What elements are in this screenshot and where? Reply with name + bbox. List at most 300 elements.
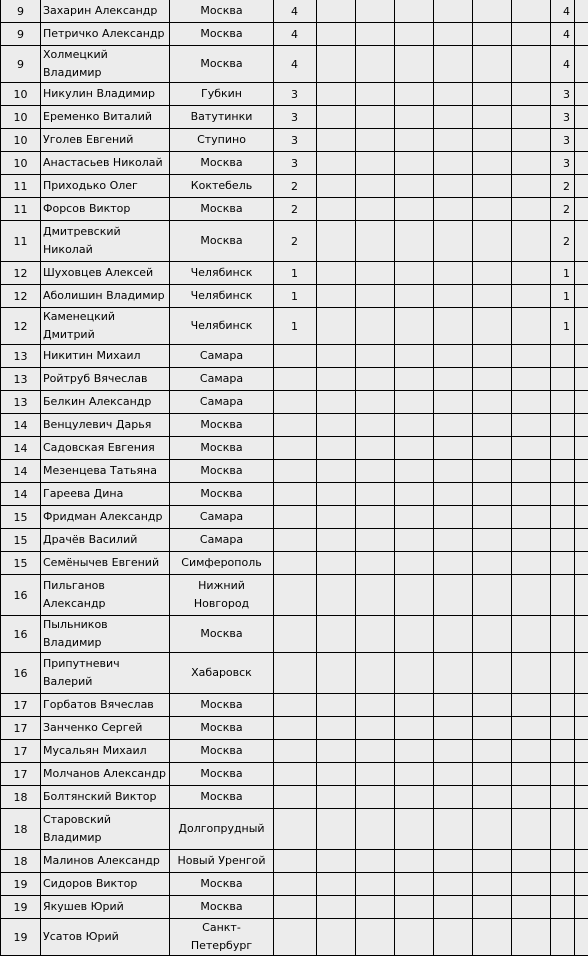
empty-cell bbox=[434, 763, 473, 786]
empty-cell bbox=[317, 368, 356, 391]
empty-cell bbox=[395, 653, 434, 694]
empty-cell bbox=[356, 129, 395, 152]
empty-cell bbox=[473, 175, 512, 198]
empty-cell bbox=[512, 83, 551, 106]
empty-cell bbox=[395, 740, 434, 763]
empty-cell bbox=[317, 23, 356, 46]
total-cell bbox=[551, 850, 575, 873]
participant-name-cell: Усатов Юрий bbox=[41, 919, 170, 956]
empty-cell bbox=[356, 763, 395, 786]
empty-cell bbox=[317, 529, 356, 552]
city-cell: Долгопрудный bbox=[170, 809, 274, 850]
empty-cell bbox=[356, 308, 395, 345]
empty-cell bbox=[395, 850, 434, 873]
score-cell bbox=[274, 653, 317, 694]
empty-cell bbox=[395, 175, 434, 198]
total-cell: 2 bbox=[551, 221, 575, 262]
empty-cell bbox=[317, 46, 356, 83]
city-cell: Хабаровск bbox=[170, 653, 274, 694]
empty-cell bbox=[434, 221, 473, 262]
place-cell: 11 bbox=[1, 221, 41, 262]
empty-cell bbox=[575, 483, 588, 506]
total-cell: 4 bbox=[551, 0, 575, 23]
score-cell: 2 bbox=[274, 175, 317, 198]
empty-cell bbox=[317, 809, 356, 850]
empty-cell bbox=[317, 152, 356, 175]
participant-name-cell: Белкин Александр bbox=[41, 391, 170, 414]
empty-cell bbox=[317, 221, 356, 262]
table-row bbox=[1, 221, 588, 262]
empty-cell bbox=[473, 285, 512, 308]
empty-cell bbox=[317, 653, 356, 694]
empty-cell bbox=[395, 152, 434, 175]
empty-cell bbox=[434, 23, 473, 46]
table-row bbox=[1, 763, 588, 786]
city-cell: Москва bbox=[170, 896, 274, 919]
participant-name-cell: Петричко Александр bbox=[41, 23, 170, 46]
empty-cell bbox=[575, 437, 588, 460]
score-cell: 4 bbox=[274, 46, 317, 83]
city-cell: Москва bbox=[170, 437, 274, 460]
empty-cell bbox=[317, 763, 356, 786]
score-cell bbox=[274, 437, 317, 460]
empty-cell bbox=[434, 506, 473, 529]
total-cell bbox=[551, 694, 575, 717]
empty-cell bbox=[473, 221, 512, 262]
empty-cell bbox=[434, 285, 473, 308]
total-cell bbox=[551, 529, 575, 552]
empty-cell bbox=[473, 437, 512, 460]
total-cell bbox=[551, 575, 575, 616]
table-row bbox=[1, 575, 588, 616]
participant-name-cell: Малинов Александр bbox=[41, 850, 170, 873]
empty-cell bbox=[512, 552, 551, 575]
table-row bbox=[1, 0, 588, 23]
empty-cell bbox=[356, 221, 395, 262]
empty-cell bbox=[395, 391, 434, 414]
place-cell: 17 bbox=[1, 717, 41, 740]
empty-cell bbox=[434, 717, 473, 740]
total-cell: 3 bbox=[551, 106, 575, 129]
empty-cell bbox=[434, 46, 473, 83]
empty-cell bbox=[317, 83, 356, 106]
empty-cell bbox=[512, 368, 551, 391]
empty-cell bbox=[356, 368, 395, 391]
place-cell: 15 bbox=[1, 506, 41, 529]
city-cell: Москва bbox=[170, 46, 274, 83]
place-cell: 17 bbox=[1, 763, 41, 786]
empty-cell bbox=[395, 575, 434, 616]
score-cell bbox=[274, 483, 317, 506]
empty-cell bbox=[575, 414, 588, 437]
participant-name-cell: Старовский Владимир bbox=[41, 809, 170, 850]
table-row bbox=[1, 694, 588, 717]
empty-cell bbox=[356, 106, 395, 129]
table-row bbox=[1, 740, 588, 763]
empty-cell bbox=[317, 460, 356, 483]
participant-name-cell: Гареева Дина bbox=[41, 483, 170, 506]
total-cell bbox=[551, 763, 575, 786]
participant-name-cell: Холмецкий Владимир bbox=[41, 46, 170, 83]
score-cell bbox=[274, 368, 317, 391]
empty-cell bbox=[317, 896, 356, 919]
empty-cell bbox=[317, 437, 356, 460]
table-row bbox=[1, 552, 588, 575]
city-cell: Самара bbox=[170, 345, 274, 368]
total-cell bbox=[551, 345, 575, 368]
score-cell: 3 bbox=[274, 152, 317, 175]
total-cell bbox=[551, 809, 575, 850]
score-cell: 2 bbox=[274, 198, 317, 221]
place-cell: 13 bbox=[1, 345, 41, 368]
place-cell: 16 bbox=[1, 616, 41, 653]
city-cell: Москва bbox=[170, 23, 274, 46]
place-cell: 14 bbox=[1, 460, 41, 483]
empty-cell bbox=[575, 529, 588, 552]
empty-cell bbox=[512, 529, 551, 552]
table-row bbox=[1, 529, 588, 552]
participant-name-cell: Никитин Михаил bbox=[41, 345, 170, 368]
empty-cell bbox=[356, 575, 395, 616]
empty-cell bbox=[473, 506, 512, 529]
participant-name-cell: Пильганов Александр bbox=[41, 575, 170, 616]
empty-cell bbox=[395, 23, 434, 46]
empty-cell bbox=[473, 763, 512, 786]
empty-cell bbox=[473, 460, 512, 483]
empty-cell bbox=[356, 786, 395, 809]
empty-cell bbox=[317, 786, 356, 809]
city-cell: Москва bbox=[170, 763, 274, 786]
empty-cell bbox=[512, 308, 551, 345]
empty-cell bbox=[575, 809, 588, 850]
city-cell: Санкт-Петербург bbox=[170, 919, 274, 956]
empty-cell bbox=[473, 873, 512, 896]
score-cell bbox=[274, 873, 317, 896]
empty-cell bbox=[512, 809, 551, 850]
empty-cell bbox=[395, 0, 434, 23]
empty-cell bbox=[575, 83, 588, 106]
empty-cell bbox=[395, 506, 434, 529]
empty-cell bbox=[356, 740, 395, 763]
participant-name-cell: Ройтруб Вячеслав bbox=[41, 368, 170, 391]
empty-cell bbox=[473, 850, 512, 873]
empty-cell bbox=[575, 23, 588, 46]
empty-cell bbox=[356, 23, 395, 46]
total-cell: 1 bbox=[551, 285, 575, 308]
place-cell: 19 bbox=[1, 873, 41, 896]
empty-cell bbox=[473, 717, 512, 740]
empty-cell bbox=[395, 198, 434, 221]
empty-cell bbox=[575, 552, 588, 575]
empty-cell bbox=[473, 786, 512, 809]
city-cell: Москва bbox=[170, 740, 274, 763]
score-cell bbox=[274, 345, 317, 368]
score-cell bbox=[274, 529, 317, 552]
score-cell bbox=[274, 896, 317, 919]
participant-name-cell: Болтянский Виктор bbox=[41, 786, 170, 809]
empty-cell bbox=[356, 198, 395, 221]
empty-cell bbox=[434, 786, 473, 809]
city-cell: Челябинск bbox=[170, 262, 274, 285]
participant-name-cell: Венцулевич Дарья bbox=[41, 414, 170, 437]
city-cell: Симферополь bbox=[170, 552, 274, 575]
empty-cell bbox=[395, 763, 434, 786]
city-cell: Москва bbox=[170, 483, 274, 506]
participant-name-cell: Шуховцев Алексей bbox=[41, 262, 170, 285]
empty-cell bbox=[317, 308, 356, 345]
empty-cell bbox=[512, 198, 551, 221]
empty-cell bbox=[512, 414, 551, 437]
table-row bbox=[1, 308, 588, 345]
city-cell: Москва bbox=[170, 717, 274, 740]
empty-cell bbox=[434, 616, 473, 653]
empty-cell bbox=[356, 616, 395, 653]
empty-cell bbox=[356, 896, 395, 919]
participant-name-cell: Мезенцева Татьяна bbox=[41, 460, 170, 483]
empty-cell bbox=[575, 221, 588, 262]
empty-cell bbox=[434, 345, 473, 368]
city-cell: Москва bbox=[170, 198, 274, 221]
city-cell: Москва bbox=[170, 152, 274, 175]
empty-cell bbox=[317, 616, 356, 653]
empty-cell bbox=[434, 414, 473, 437]
city-cell: Москва bbox=[170, 0, 274, 23]
empty-cell bbox=[434, 460, 473, 483]
participant-name-cell: Уголев Евгений bbox=[41, 129, 170, 152]
empty-cell bbox=[575, 506, 588, 529]
empty-cell bbox=[395, 809, 434, 850]
place-cell: 10 bbox=[1, 152, 41, 175]
empty-cell bbox=[434, 391, 473, 414]
empty-cell bbox=[356, 345, 395, 368]
participant-name-cell: Молчанов Александр bbox=[41, 763, 170, 786]
empty-cell bbox=[512, 0, 551, 23]
empty-cell bbox=[356, 460, 395, 483]
participant-name-cell: Садовская Евгения bbox=[41, 437, 170, 460]
table-row bbox=[1, 83, 588, 106]
table-row bbox=[1, 106, 588, 129]
score-cell: 4 bbox=[274, 0, 317, 23]
score-cell: 1 bbox=[274, 285, 317, 308]
place-cell: 9 bbox=[1, 46, 41, 83]
empty-cell bbox=[575, 175, 588, 198]
empty-cell bbox=[356, 850, 395, 873]
place-cell: 10 bbox=[1, 83, 41, 106]
empty-cell bbox=[395, 83, 434, 106]
table-row bbox=[1, 414, 588, 437]
place-cell: 14 bbox=[1, 414, 41, 437]
empty-cell bbox=[317, 198, 356, 221]
empty-cell bbox=[512, 740, 551, 763]
empty-cell bbox=[575, 919, 588, 956]
empty-cell bbox=[434, 175, 473, 198]
empty-cell bbox=[575, 717, 588, 740]
empty-cell bbox=[434, 552, 473, 575]
empty-cell bbox=[575, 345, 588, 368]
score-cell bbox=[274, 506, 317, 529]
empty-cell bbox=[434, 198, 473, 221]
empty-cell bbox=[395, 285, 434, 308]
empty-cell bbox=[473, 129, 512, 152]
score-cell bbox=[274, 694, 317, 717]
empty-cell bbox=[575, 616, 588, 653]
place-cell: 15 bbox=[1, 552, 41, 575]
participant-name-cell: Захарин Александр bbox=[41, 0, 170, 23]
participant-name-cell: Приходько Олег bbox=[41, 175, 170, 198]
empty-cell bbox=[512, 896, 551, 919]
empty-cell bbox=[395, 873, 434, 896]
empty-cell bbox=[356, 717, 395, 740]
participant-name-cell: Семёнычев Евгений bbox=[41, 552, 170, 575]
empty-cell bbox=[317, 919, 356, 956]
participant-name-cell: Форсов Виктор bbox=[41, 198, 170, 221]
empty-cell bbox=[575, 653, 588, 694]
table-row bbox=[1, 896, 588, 919]
city-cell: Москва bbox=[170, 414, 274, 437]
empty-cell bbox=[512, 262, 551, 285]
participant-name-cell: Якушев Юрий bbox=[41, 896, 170, 919]
score-cell bbox=[274, 575, 317, 616]
city-cell: Москва bbox=[170, 221, 274, 262]
empty-cell bbox=[434, 308, 473, 345]
total-cell: 2 bbox=[551, 175, 575, 198]
empty-cell bbox=[512, 345, 551, 368]
place-cell: 18 bbox=[1, 850, 41, 873]
total-cell: 3 bbox=[551, 129, 575, 152]
score-cell: 3 bbox=[274, 129, 317, 152]
score-cell bbox=[274, 763, 317, 786]
empty-cell bbox=[356, 152, 395, 175]
empty-cell bbox=[317, 506, 356, 529]
empty-cell bbox=[434, 152, 473, 175]
empty-cell bbox=[512, 437, 551, 460]
score-cell bbox=[274, 786, 317, 809]
empty-cell bbox=[434, 437, 473, 460]
place-cell: 11 bbox=[1, 175, 41, 198]
empty-cell bbox=[434, 694, 473, 717]
empty-cell bbox=[473, 345, 512, 368]
empty-cell bbox=[356, 262, 395, 285]
empty-cell bbox=[395, 717, 434, 740]
place-cell: 19 bbox=[1, 919, 41, 956]
empty-cell bbox=[512, 575, 551, 616]
total-cell: 1 bbox=[551, 308, 575, 345]
empty-cell bbox=[395, 221, 434, 262]
empty-cell bbox=[473, 919, 512, 956]
score-cell bbox=[274, 616, 317, 653]
total-cell: 3 bbox=[551, 83, 575, 106]
participant-name-cell: Каменецкий Дмитрий bbox=[41, 308, 170, 345]
empty-cell bbox=[356, 483, 395, 506]
empty-cell bbox=[473, 23, 512, 46]
empty-cell bbox=[395, 919, 434, 956]
total-cell bbox=[551, 653, 575, 694]
table-row bbox=[1, 129, 588, 152]
city-cell: Коктебель bbox=[170, 175, 274, 198]
place-cell: 9 bbox=[1, 0, 41, 23]
table-row bbox=[1, 616, 588, 653]
empty-cell bbox=[473, 414, 512, 437]
place-cell: 18 bbox=[1, 809, 41, 850]
total-cell: 2 bbox=[551, 198, 575, 221]
city-cell: Самара bbox=[170, 506, 274, 529]
empty-cell bbox=[473, 368, 512, 391]
empty-cell bbox=[512, 850, 551, 873]
total-cell bbox=[551, 506, 575, 529]
table-row bbox=[1, 809, 588, 850]
empty-cell bbox=[434, 483, 473, 506]
empty-cell bbox=[395, 414, 434, 437]
empty-cell bbox=[473, 198, 512, 221]
empty-cell bbox=[356, 175, 395, 198]
empty-cell bbox=[356, 46, 395, 83]
empty-cell bbox=[317, 262, 356, 285]
empty-cell bbox=[356, 437, 395, 460]
table-row bbox=[1, 368, 588, 391]
empty-cell bbox=[434, 83, 473, 106]
total-cell bbox=[551, 552, 575, 575]
table-row bbox=[1, 391, 588, 414]
total-cell bbox=[551, 483, 575, 506]
empty-cell bbox=[575, 0, 588, 23]
empty-cell bbox=[317, 129, 356, 152]
table-row bbox=[1, 653, 588, 694]
empty-cell bbox=[512, 175, 551, 198]
total-cell: 4 bbox=[551, 46, 575, 83]
participant-name-cell: Дмитревский Николай bbox=[41, 221, 170, 262]
total-cell bbox=[551, 391, 575, 414]
empty-cell bbox=[575, 896, 588, 919]
empty-cell bbox=[434, 575, 473, 616]
empty-cell bbox=[434, 262, 473, 285]
empty-cell bbox=[575, 152, 588, 175]
empty-cell bbox=[317, 740, 356, 763]
total-cell bbox=[551, 437, 575, 460]
empty-cell bbox=[434, 809, 473, 850]
place-cell: 15 bbox=[1, 529, 41, 552]
empty-cell bbox=[395, 437, 434, 460]
table-row bbox=[1, 285, 588, 308]
empty-cell bbox=[473, 262, 512, 285]
table-row bbox=[1, 345, 588, 368]
empty-cell bbox=[395, 106, 434, 129]
participant-name-cell: Драчёв Василий bbox=[41, 529, 170, 552]
table-row bbox=[1, 919, 588, 956]
total-cell bbox=[551, 873, 575, 896]
empty-cell bbox=[512, 873, 551, 896]
total-cell bbox=[551, 414, 575, 437]
empty-cell bbox=[395, 308, 434, 345]
empty-cell bbox=[512, 46, 551, 83]
empty-cell bbox=[473, 46, 512, 83]
place-cell: 11 bbox=[1, 198, 41, 221]
table-row bbox=[1, 23, 588, 46]
table-row bbox=[1, 506, 588, 529]
empty-cell bbox=[512, 694, 551, 717]
empty-cell bbox=[575, 850, 588, 873]
empty-cell bbox=[473, 809, 512, 850]
table-body bbox=[1, 0, 588, 956]
table-row bbox=[1, 152, 588, 175]
score-cell: 2 bbox=[274, 221, 317, 262]
place-cell: 10 bbox=[1, 106, 41, 129]
empty-cell bbox=[356, 809, 395, 850]
empty-cell bbox=[575, 873, 588, 896]
place-cell: 14 bbox=[1, 483, 41, 506]
empty-cell bbox=[356, 83, 395, 106]
empty-cell bbox=[473, 740, 512, 763]
empty-cell bbox=[356, 873, 395, 896]
